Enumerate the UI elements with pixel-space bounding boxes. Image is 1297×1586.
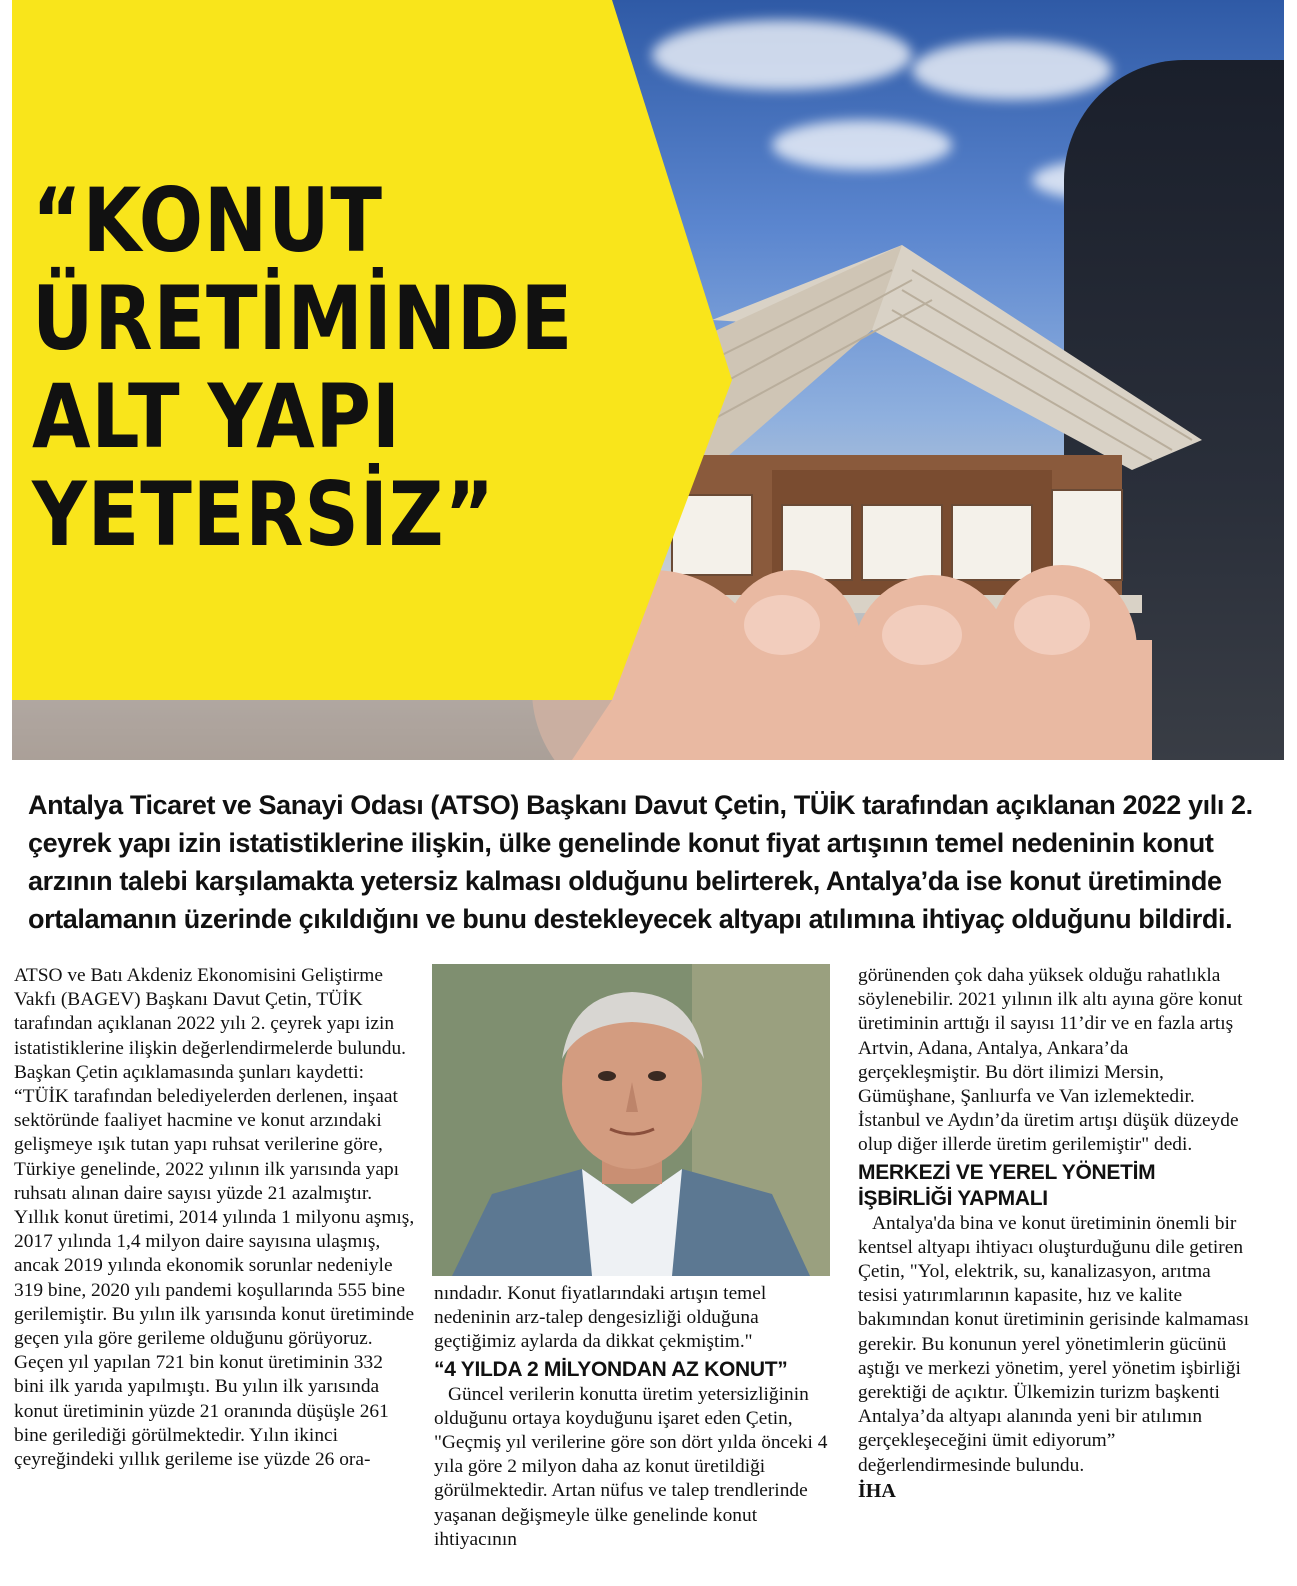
body-paragraph: Güncel verilerin konutta üretim yetersizliğinin olduğunu ortaya koyduğunu işaret eden Çetin, "Geçmiş yıl verilerine göre son dört yılda önceki 4 yıla göre 2 milyon daha az konut üretildiği görülmektedir. Artan nüfus ve talep trendlerinde yaşanan değişmeyle ülke genelinde konut ihtiyacının: [434, 1383, 828, 1550]
headline-line: ALT YAPI: [32, 365, 401, 468]
subheading: “4 YILDA 2 MİLYONDAN AZ KONUT”: [434, 1357, 788, 1381]
portrait-photo: [432, 964, 830, 1276]
byline: İHA: [858, 1479, 896, 1502]
body-paragraph: görünenden çok daha yüksek olduğu rahatlıkla söylenebilir. 2021 yılının ilk altı ayına göre konut üretiminin arttığı il sayısı 11’dir ve en fazla artış Artvin, Adana, Antalya, Ankara’da gerçekleşmiştir. Bu dört ilimizi Mersin, Gümüşhane, Şanlıurfa ve Van izlemektedir. İstanbul ve Aydın’da üretim artışı düşük düzeyde olup diğer illerde üretim gerilemiştir" dedi.: [858, 965, 1243, 1156]
lead-paragraph: Antalya Ticaret ve Sanayi Odası (ATSO) Başkanı Davut Çetin, TÜİK tarafından açıklanan 2022 yılı 2. çeyrek yapı izin istatistiklerine ilişkin, ülke genelinde konut fiyat artışının temel nedeninin konut arzının talebi karşılamakta yetersiz kalması olduğunu belirterek, Antalya’da ise konut üretiminde ortalamanın üzerinde çıkıldığını ve bunu destekleyecek altyapı atılımına ihtiyaç olduğunu bildirdi.: [28, 790, 1253, 934]
body-paragraph: Antalya'da bina ve konut üretiminin önemli bir kentsel altyapı ihtiyacı oluşturduğunu dile getiren Çetin, "Yol, elektrik, su, kanalizasyon, arıtma tesisi yatırımlarının kapasite, hız ve kalite bakımından konut üretiminin gerisinde kalmaması gerekir. Bu konunun yerel yönetimlerin gücünü aştığı ve merkezi yönetim, yerel yönetim işbirliği gerektiği de açıktır. Ülkemizin turizm başkenti Antalya’da altyapı alanında yeni bir atılımın gerçekleşeceğini ümit ediyorum” değerlendirmesinde bulundu.: [858, 1212, 1249, 1476]
body-paragraph: nındadır. Konut fiyatlarındaki artışın temel nedeninin arz-talep dengesizliği olduğuna geçtiğimiz aylarda da dikkat çekmiştim.": [434, 1283, 767, 1353]
headline: [32, 169, 574, 566]
headline-line: “KONUT: [32, 169, 383, 272]
headline-line: YETERSİZ”: [32, 463, 496, 566]
body-paragraph: ATSO ve Batı Akdeniz Ekonomisini Geliştirme Vakfı (BAGEV) Başkanı Davut Çetin, TÜİK tarafından açıklanan 2022 yılı 2. çeyrek yapı izin istatistiklerine ilişkin değerlendirmelerde bulundu. Başkan Çetin açıklamasında şunları kaydetti: “TÜİK tarafından belediyelerden derlenen, inşaat sektöründe faaliyet hacmine ve konut arzındaki gelişmeye ışık tutan yapı ruhsat verilerine göre, Türkiye genelinde, 2022 yılının ilk yarısında yapı ruhsatı alınan daire sayısı yüzde 21 azalmıştır. Yıllık konut üretimi, 2014 yılında 1 milyonu aşmış, 2017 yılında 1,4 milyon daire sayısına ulaşmış, ancak 2019 yılında ekonomik sorunlar nedeniyle 319 bine, 2020 yılı pandemi koşullarında 555 bine gerilemiştir. Bu yılın ilk yarısında konut üretiminde geçen yıla göre gerileme olduğunu görüyoruz. Geçen yıl yapılan 721 bin konut üretiminin 332 bini ilk yarıda yapılmıştı. Bu yılın ilk yarısında konut üretiminin yüzde 21 oranında düşüşle 261 bine gerilediği görülmektedir. Yılın ikinci çeyreğindeki yıllık gerileme ise yüzde 26 ora-: [14, 965, 415, 1471]
article-column-1: [14, 964, 416, 1472]
article-column-2: [434, 1282, 832, 1552]
headline-line: ÜRETİMİNDE: [32, 267, 574, 370]
subheading: MERKEZİ VE YEREL YÖNETİM İŞBİRLİĞİ YAPMALI: [858, 1160, 1156, 1210]
man-portrait-illustration: [432, 964, 830, 1276]
hero-image: [12, 0, 1284, 760]
article-column-3: [858, 964, 1250, 1503]
